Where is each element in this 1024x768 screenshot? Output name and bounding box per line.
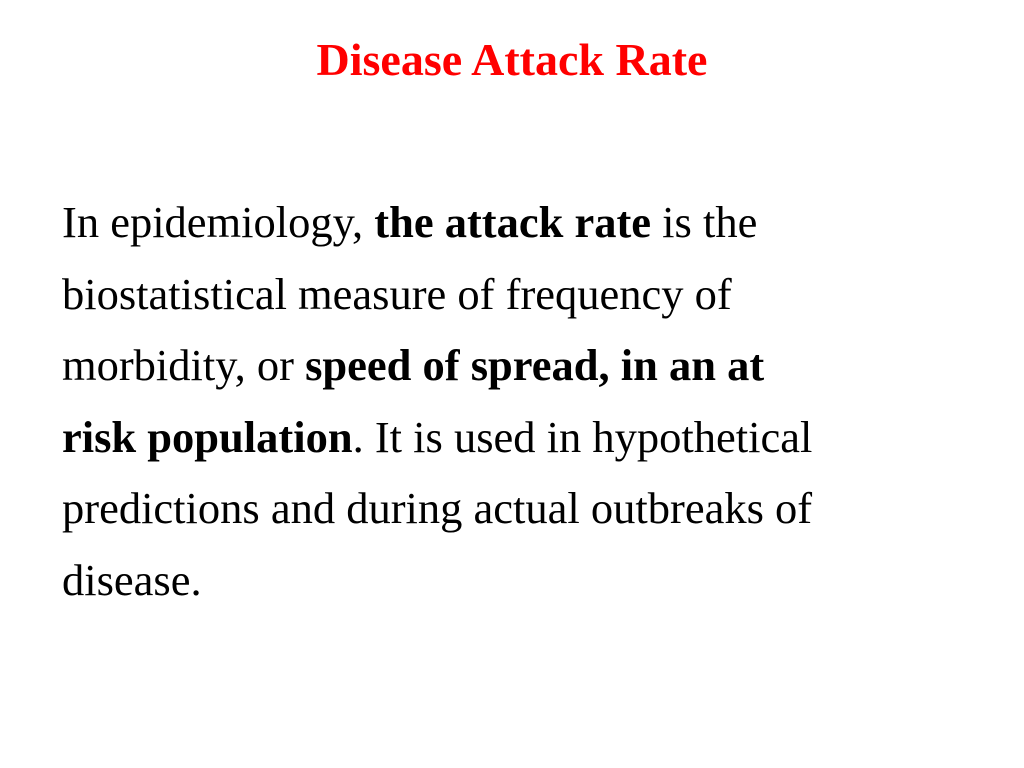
bold-term-attack-rate: the attack rate: [374, 197, 652, 247]
body-line-5: predictions and during actual outbreaks of: [62, 483, 813, 533]
bold-term-risk-population: risk population: [62, 411, 353, 462]
slide-title: Disease Attack Rate: [316, 34, 708, 85]
body-line-6: disease.: [62, 554, 202, 605]
body-line-2: biostatistical measure of frequency of: [62, 268, 732, 319]
body-line-3: [62, 330, 962, 402]
body-text-span: morbidity, or: [62, 340, 306, 390]
body-paragraph: [62, 187, 962, 616]
body-text-span: . It is used in hypothetical: [352, 411, 813, 462]
body-line-4: [62, 402, 962, 474]
bold-term-speed-of-spread: speed of spread, in an at: [305, 340, 765, 390]
body-line-1: [62, 187, 962, 259]
body-text-span: is the: [651, 197, 758, 247]
body-text-span: In epidemiology,: [62, 197, 375, 247]
